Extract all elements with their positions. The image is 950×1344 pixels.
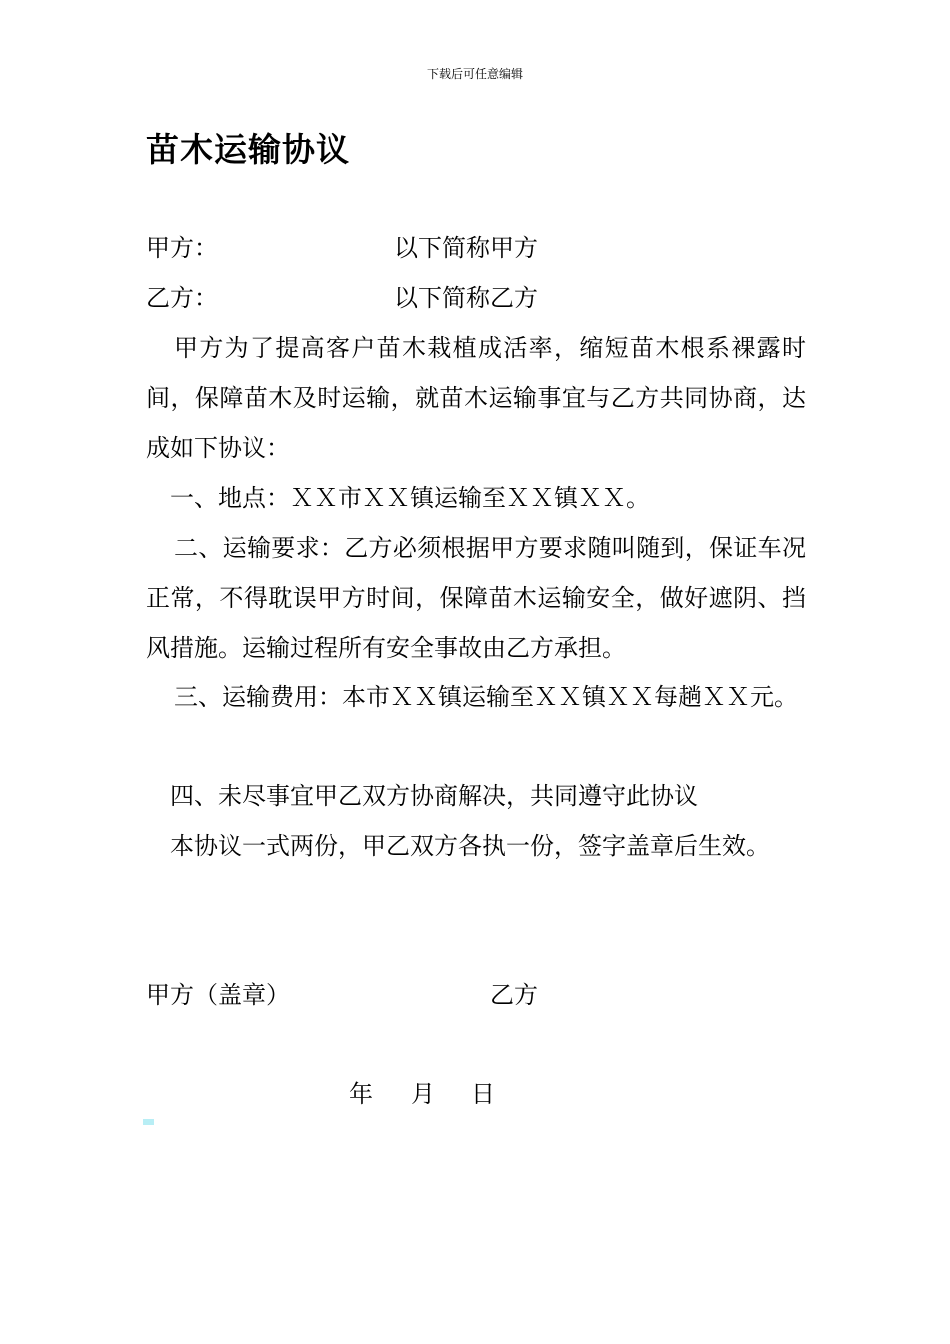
clause-4: 四、未尽事宜甲乙双方协商解决，共同遵守此协议 <box>170 782 698 810</box>
date-day: 日 <box>471 1080 495 1108</box>
party-a-alias: 以下简称甲方 <box>394 234 538 262</box>
signature-party-a: 甲方（盖章） <box>146 981 290 1009</box>
clause-1: 一、地点：ＸＸ市ＸＸ镇运输至ＸＸ镇ＸＸ。 <box>170 484 650 512</box>
party-b-label: 乙方： <box>146 284 218 312</box>
document-title: 苗木运输协议 <box>146 130 350 169</box>
date-month: 月 <box>411 1080 435 1108</box>
clause-3: 三、运输费用：本市ＸＸ镇运输至ＸＸ镇ＸＸ每趟ＸＸ元。 <box>174 683 798 711</box>
closing-statement: 本协议一式两份，甲乙双方各执一份，签字盖章后生效。 <box>170 832 770 860</box>
party-b-alias: 以下简称乙方 <box>394 284 538 312</box>
date-year: 年 <box>349 1080 373 1108</box>
intro-paragraph: 甲方为了提高客户苗木栽植成活率，缩短苗木根系裸露时间，保障苗木及时运输，就苗木运输事宜与乙方共同协商，达成如下协议： <box>146 334 806 462</box>
party-a-label: 甲方： <box>146 234 218 262</box>
header-note: 下载后可任意编辑 <box>426 67 523 81</box>
signature-party-b: 乙方 <box>490 981 538 1009</box>
corner-marker <box>143 1119 154 1125</box>
clause-2: 二、运输要求：乙方必须根据甲方要求随叫随到，保证车况正常，不得耽误甲方时间，保障苗木运输安全，做好遮阴、挡风措施。运输过程所有安全事故由乙方承担。 <box>146 534 806 662</box>
